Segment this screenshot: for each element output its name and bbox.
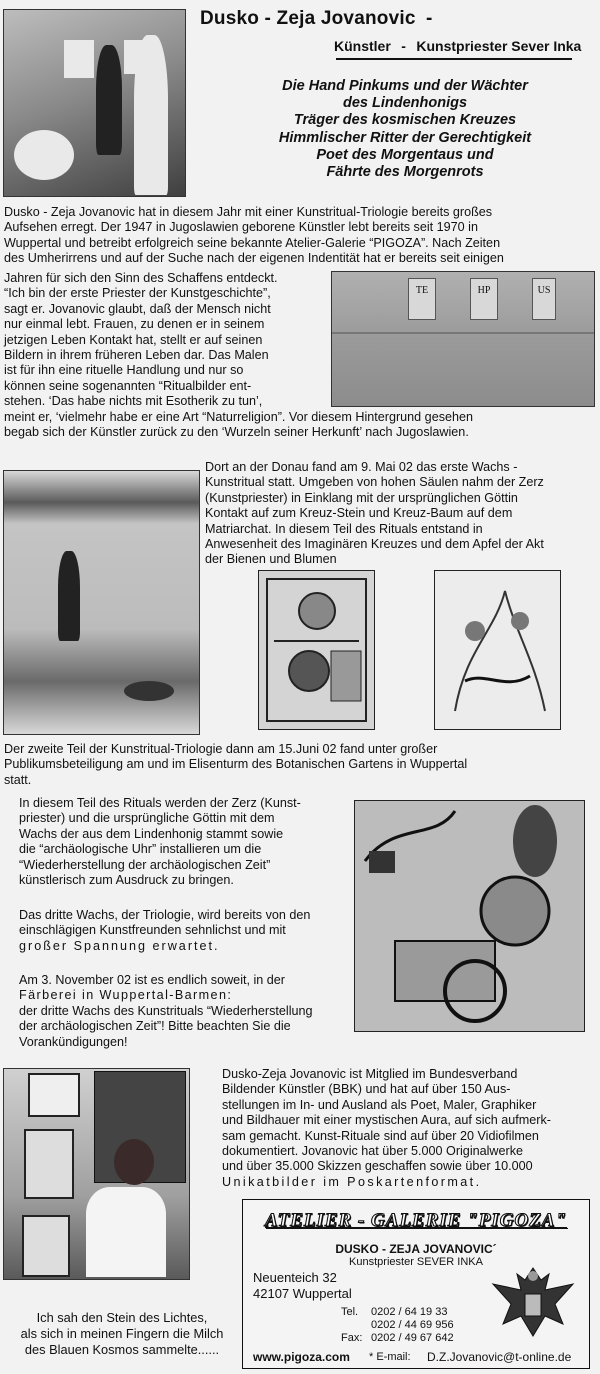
title-line: Himmlischer Ritter der Gerechtigkeit — [278, 129, 532, 146]
text-line: Färberei in Wuppertal-Barmen: — [19, 988, 233, 1003]
text-line: Bildern in ihrem früheren Leben dar. Das Malen — [4, 348, 269, 363]
contact-street: Neuenteich 32 — [253, 1270, 337, 1285]
text-line: Bildender Künstler (BBK) und hat auf über 150 Aus- — [222, 1082, 511, 1097]
text-line: ist für ihn eine rituelle Handlung und nur so — [4, 363, 244, 378]
donau-paragraph — [205, 460, 594, 568]
tel-number-2: 0202 / 44 69 956 — [371, 1319, 454, 1331]
text-line: Wuppertal und betreibt erfolgreich seine bekannte Atelier-Galerie “PIGOZA”. Nach Zeiten — [4, 235, 501, 250]
contact-subtitle: Kunstpriester SEVER INKA — [349, 1256, 483, 1268]
header-subtitle-left: Künstler — [334, 38, 391, 54]
text-line: Publikumsbeteiligung am und im Elisenturm des Botanischen Gartens in Wuppertal — [4, 757, 468, 772]
ritual-paragraph — [19, 796, 349, 888]
danube-photo — [3, 470, 200, 735]
text-line: Jahren für sich den Sinn des Schaffens entdeckt. — [4, 271, 278, 285]
tablet-letters: US — [537, 285, 551, 296]
email-link[interactable]: D.Z.Jovanovic@t-online.de — [427, 1350, 572, 1364]
text-line: (Kunstpriester) in Einklang mit der ursprünglichen Göttin — [205, 490, 518, 505]
eagle-emblem — [489, 1260, 577, 1340]
text-line: priester) und die ursprüngliche Göttin mit dem — [19, 811, 275, 826]
poem-quote — [4, 1310, 240, 1358]
gallery-logo: ATELIER - GALERIE "PIGOZA" — [264, 1210, 568, 1231]
text-line: Aufsehen erregt. Der 1947 in Jugoslawien geborene Künstler lebt bereits seit 1970 in — [4, 220, 478, 235]
text-line: der Bienen und Blumen — [205, 552, 337, 567]
text-line: Dusko - Zeja Jovanovic hat in diesem Jahr mit einer Kunstritual-Triologie bereits großes — [4, 205, 493, 219]
third-paragraph — [19, 908, 349, 954]
website-link[interactable]: www.pigoza.com — [253, 1350, 350, 1364]
tablet-letters: HP — [477, 285, 491, 296]
intro-continued — [4, 271, 326, 410]
contact-box — [242, 1199, 590, 1369]
tablet-letters: TE — [415, 285, 429, 296]
contact-city: 42107 Wuppertal — [253, 1286, 352, 1301]
header-rule — [336, 58, 572, 60]
text-line: “Wiederherstellung der archäologischen Zeit” — [19, 857, 271, 872]
contact-name: DUSKO - ZEJA JOVANOVIC´ — [335, 1242, 497, 1256]
title-line: des Lindenhonigs — [342, 95, 468, 112]
tel-label: Tel. — [341, 1306, 359, 1318]
fax-number: 0202 / 49 67 642 — [371, 1332, 454, 1344]
text-line: können seine sogenannten “Ritualbilder ent- — [4, 378, 252, 393]
text-line: Anwesenheit des Imaginären Kreuzes und dem Apfel der Akt — [205, 537, 544, 552]
text-line: “Ich bin der erste Priester der Kunstgeschichte”, — [4, 286, 271, 301]
header-dash: - — [426, 8, 433, 29]
text-line: Vorankündigungen! — [19, 1034, 128, 1049]
text-line: des Umherirrens und auf der Suche nach der eigenen Indentität hat er bereits seit einigen — [4, 251, 504, 266]
text-line: Das dritte Wachs, der Triologie, wird bereits von den — [19, 908, 311, 922]
text-line: sagt er. Jovanovic glaubt, daß der Mensch nicht — [4, 301, 271, 316]
title-line: Träger des kosmischen Kreuzes — [293, 112, 517, 129]
second-paragraph — [4, 742, 594, 788]
text-line: Dusko-Zeja Jovanovic ist Mitglied im Bundesverband — [222, 1067, 518, 1081]
text-line: und Bildhauer mit einer mystischen Aura, auf sich aufmerk- — [222, 1113, 551, 1128]
text-line: sam gemacht. Kunst-Rituale sind auf über 20 Vidiofilmen — [222, 1128, 539, 1143]
tel-number: 0202 / 64 19 33 — [371, 1306, 448, 1318]
quote-line: des Blauen Kosmos sammelte...... — [24, 1342, 220, 1357]
artwork-figures — [434, 570, 561, 730]
email-label: * E-mail: — [369, 1351, 411, 1363]
text-line: der archäologischen Zeit”! Bitte beachten Sie die — [19, 1019, 291, 1034]
text-line: Unikatbilder im Poskartenformat. — [222, 1174, 482, 1189]
text-line: großer Spannung erwartet. — [19, 938, 220, 953]
artwork-ritual — [354, 800, 585, 1032]
text-line: Der zweite Teil der Kunstritual-Triologie dann am 15.Juni 02 fand unter großer — [4, 742, 438, 756]
stone-tablet-photo — [331, 271, 595, 407]
fax-label: Fax: — [341, 1332, 363, 1344]
text-line: meint er, ‘vielmehr habe er eine Art “Naturreligion”. Vor diesem Hintergrund gesehen — [4, 410, 474, 424]
text-line: Wachs der aus dem Lindenhonig stammt sowie — [19, 826, 284, 841]
text-line: nur einmal lebt. Frauen, zu denen er in seinem — [4, 317, 265, 332]
bio-paragraph — [222, 1067, 594, 1190]
title-line: Die Hand Pinkums und der Wächter — [282, 78, 528, 94]
intro-paragraph — [4, 205, 594, 267]
text-line: jetzigen Leben Kontakt hat, stellt er auf seinen — [4, 332, 263, 347]
november-paragraph — [19, 973, 349, 1050]
text-line: stehen. ‘Das habe nichts mit Esotherik zu tun’, — [4, 394, 263, 409]
text-line: Matriarchat. In diesem Teil des Rituals entstand in — [205, 521, 483, 536]
text-line: der dritte Wachs des Kunstrituals “Wiederherstellung — [19, 1003, 313, 1018]
text-line: Kunstritual statt. Umgeben von hohen Säulen nahm der Zerz — [205, 475, 544, 490]
text-line: Dort an der Donau fand am 9. Mai 02 das erste Wachs - — [205, 460, 518, 474]
text-line: stellungen im In- und Ausland als Poet, Maler, Graphiker — [222, 1097, 537, 1112]
artwork-abstract — [258, 570, 375, 730]
text-line: Am 3. November 02 ist es endlich soweit, in der — [19, 973, 285, 987]
text-line: In diesem Teil des Rituals werden der Zerz (Kunst- — [19, 796, 301, 810]
quote-line: Ich sah den Stein des Lichtes, — [36, 1310, 208, 1325]
title-line: Fährte des Morgenrots — [326, 164, 484, 181]
artist-portrait-photo — [3, 1068, 190, 1280]
text-line: dokumentiert. Jovanovic hat über 5.000 Originalwerke — [222, 1144, 524, 1159]
gallery-photo — [3, 9, 186, 197]
text-line: und über 35.000 Skizzen geschaffen sowie über 10.000 — [222, 1159, 533, 1174]
text-line: einschlägigen Kunstfreunden sehnlichst und mit — [19, 923, 286, 938]
header-subtitle-sep: - — [401, 38, 406, 54]
artist-name: Dusko - Zeja Jovanovic — [200, 8, 416, 29]
intro-end — [4, 410, 594, 441]
text-line: begab sich der Künstler zurück zu den ‘Wurzeln seiner Herkunft’ nach Jugoslawien. — [4, 425, 469, 440]
text-line: künstlerisch zum Ausdruck zu bringen. — [19, 873, 234, 888]
header-subtitle-right: Kunstpriester Sever Inka — [416, 38, 582, 54]
text-line: statt. — [4, 772, 32, 787]
honorific-titles — [225, 78, 585, 181]
text-line: Kontakt auf zum Kreuz-Stein und Kreuz-Baum auf dem — [205, 506, 513, 521]
quote-line: als sich in meinen Fingern die Milch — [20, 1326, 224, 1341]
title-line: Poet des Morgentaus und — [316, 146, 494, 163]
text-line: die “archäologische Uhr” installieren um die — [19, 842, 262, 857]
